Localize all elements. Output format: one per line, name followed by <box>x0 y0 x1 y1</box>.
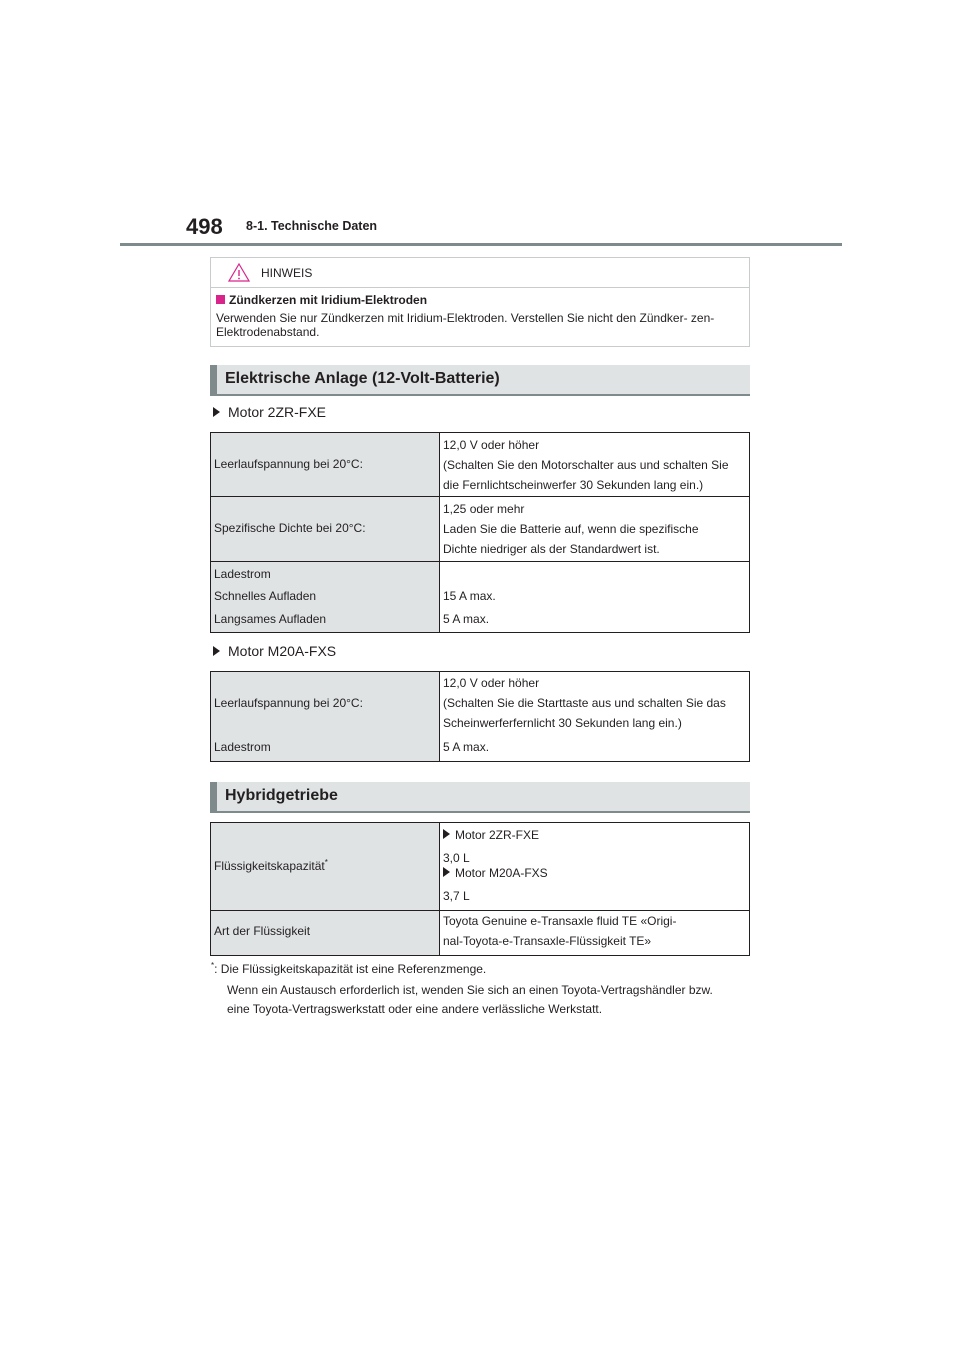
cell-engine2 <box>443 866 548 880</box>
transaxle-table <box>210 822 750 956</box>
triangle-bullet-icon <box>213 407 220 417</box>
triangle-bullet-icon <box>213 646 220 656</box>
cell-fast-value: 15 A max. <box>443 589 496 603</box>
note-label: HINWEIS <box>261 266 313 280</box>
footnote-mark: * <box>324 858 328 867</box>
note-subtitle-text: Zündkerzen mit Iridium-Elektroden <box>229 293 428 307</box>
cell-density-value-3: Dichte niedriger als der Standardwert ist. <box>443 542 660 556</box>
engine-label-text: Motor 2ZR-FXE <box>455 828 540 842</box>
cell-type-label: Art der Flüssigkeit <box>214 924 311 938</box>
note-header <box>211 258 749 288</box>
engine-label-2zr <box>213 404 326 420</box>
cell-idle-value-1: 12,0 V oder höher <box>443 438 540 452</box>
section-bar-tab <box>210 782 217 811</box>
battery-table-m20a <box>210 671 750 762</box>
note-subtitle <box>216 293 427 307</box>
cell-idle-value-2: (Schalten Sie die Starttaste aus und schalten Sie das <box>443 696 726 710</box>
triangle-bullet-icon <box>443 867 450 877</box>
section-heading-hybrid: Hybridgetriebe <box>225 787 338 804</box>
cell-idle-label: Leerlaufspannung bei 20°C: <box>214 696 363 710</box>
triangle-bullet-icon <box>443 829 450 839</box>
cell-value2: 3,7 L <box>443 889 470 903</box>
engine-label-text: Motor 2ZR-FXE <box>228 404 327 420</box>
footnote-line-3: eine Toyota-Vertragswerkstatt oder eine andere verlässliche Werkstatt. <box>227 1002 603 1016</box>
footnote-text: Die Flüssigkeitskapazität ist eine Referenzmenge. <box>220 962 487 976</box>
cell-value1: 3,0 L <box>443 851 470 865</box>
page-number: 498 <box>186 214 223 239</box>
cell-idle-value-1: 12,0 V oder höher <box>443 676 540 690</box>
section-bar-electrical <box>210 365 750 396</box>
battery-table-2zr <box>210 432 750 633</box>
section-title: 8-1. Technische Daten <box>246 219 378 233</box>
capacity-label-text: Flüssigkeitskapazität <box>214 859 325 873</box>
row-divider <box>211 496 749 497</box>
note-box <box>210 257 750 347</box>
section-bar-tab <box>210 365 217 394</box>
cell-density-value-2: Laden Sie die Batterie auf, wenn die spezifische <box>443 522 699 536</box>
bullet-square-icon <box>216 295 225 304</box>
row-divider <box>211 910 749 911</box>
cell-capacity-label <box>214 858 328 873</box>
section-bar-hybrid <box>210 782 750 813</box>
cell-engine1 <box>443 828 539 842</box>
cell-type-value-2: nal-Toyota-e-Transaxle-Flüssigkeit TE» <box>443 934 652 948</box>
cell-density-label: Spezifische Dichte bei 20°C: <box>214 521 366 535</box>
section-heading-electrical: Elektrische Anlage (12-Volt-Batterie) <box>225 370 500 387</box>
cell-slow-value: 5 A max. <box>443 612 490 626</box>
footnote-mark: * <box>211 961 215 970</box>
engine-label-m20a <box>213 643 336 659</box>
cell-fast-label: Schnelles Aufladen <box>214 589 317 603</box>
warning-icon <box>228 263 250 282</box>
cell-idle-value-3: die Fernlichtscheinwerfer 30 Sekunden lang ein.) <box>443 478 704 492</box>
cell-charge-label: Ladestrom <box>214 740 271 754</box>
header-divider <box>120 243 842 246</box>
cell-idle-label: Leerlaufspannung bei 20°C: <box>214 457 363 471</box>
engine-label-text: Motor M20A-FXS <box>455 866 548 880</box>
engine-label-text: Motor M20A-FXS <box>228 643 337 659</box>
cell-charge-label: Ladestrom <box>214 567 271 581</box>
cell-idle-value-2: (Schalten Sie den Motorschalter aus und schalten Sie <box>443 458 729 472</box>
cell-idle-value-3: Scheinwerferfernlicht 30 Sekunden lang ein.) <box>443 716 682 730</box>
row-divider <box>211 561 749 562</box>
cell-slow-label: Langsames Aufladen <box>214 612 327 626</box>
cell-charge-value: 5 A max. <box>443 740 490 754</box>
footnote-line-1: *: Die Flüssigkeitskapazität ist eine Referenzmenge. <box>211 961 487 976</box>
note-text: Verwenden Sie nur Zündkerzen mit Iridium-Elektroden. Verstellen Sie nicht den Zündker- zen-Elektrodenabstand. <box>216 311 715 339</box>
footnote-line-2: Wenn ein Austausch erforderlich ist, wenden Sie sich an einen Toyota-Vertragshändler bzw. <box>227 983 713 997</box>
cell-type-value-1: Toyota Genuine e-Transaxle fluid TE «Origi- <box>443 914 677 928</box>
cell-density-value-1: 1,25 oder mehr <box>443 502 525 516</box>
